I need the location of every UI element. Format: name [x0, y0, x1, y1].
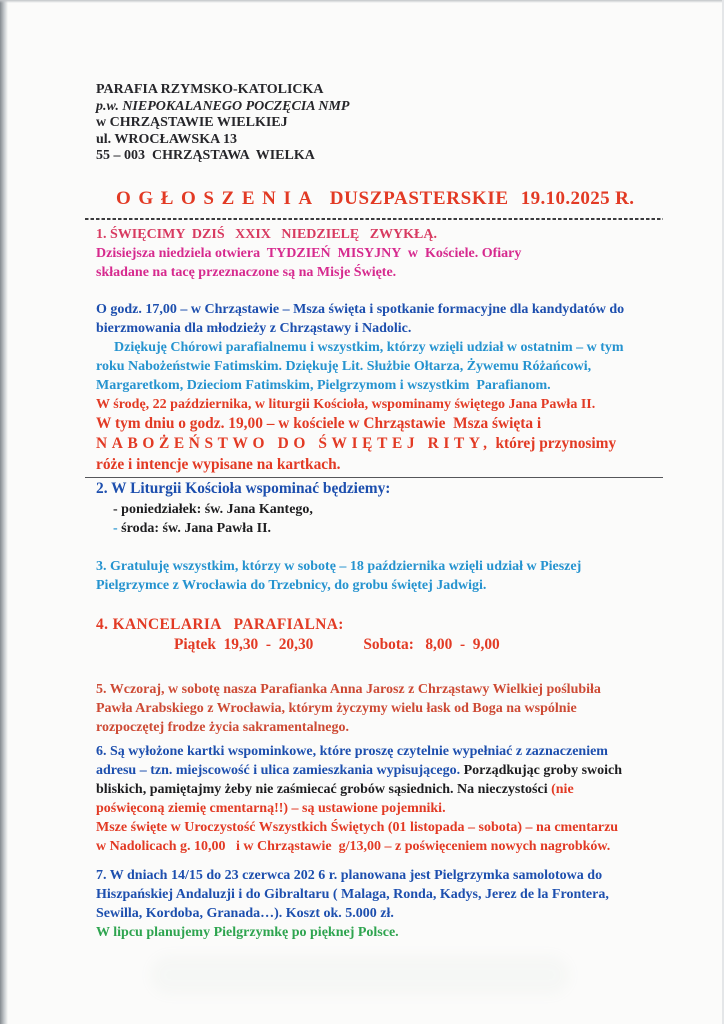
text-line — [96, 799, 662, 818]
text-segment: adresu – tzn. miejscowość i ulica zamieszkania wypisującego. — [96, 762, 461, 778]
solid-separator — [85, 477, 663, 478]
text-segment: W środę, 22 października, w liturgii Kościoła, wspominamy świętego Jana Pawła II. — [96, 396, 596, 412]
text-segment: bliskich, pamiętajmy żeby nie zaśmiecać grobów sąsiednich. Na nieczystości — [96, 781, 552, 797]
text-segment: rozpoczętej frodze życia sakramentalnego. — [96, 719, 349, 735]
parish-postal: 55 – 003 CHRZĄSTAWA WIELKA — [96, 148, 315, 163]
text-segment: róże i intencje wypisane na kartkach. — [96, 455, 341, 473]
text-segment: 2. W Liturgii Kościoła wspominać będziemy: — [96, 480, 391, 497]
text-segment: 7. W dniach 14/15 do 23 czerwca 202 6 r. planowana jest Pielgrzymka samolotowa do — [96, 867, 603, 883]
parish-patron: p.w. NIEPOKALANEGO POCZĘCIA NMP — [96, 98, 350, 114]
dashed-separator — [85, 218, 663, 220]
text-segment: Sobota: 8,00 - 9,00 — [363, 636, 500, 653]
section-3-heading — [96, 557, 662, 576]
text-segment: NABOŻEŃSTWO DO ŚWIĘTEJ RITY, — [96, 435, 492, 452]
scan-bleed-through — [150, 955, 570, 995]
section-1-heading — [96, 225, 662, 244]
scan-edge-top — [0, 0, 724, 3]
text-line — [96, 761, 662, 780]
text-line — [96, 376, 662, 395]
scan-edge-left — [0, 0, 8, 1024]
text-segment: której przynosimy — [491, 435, 617, 452]
text-segment: Hiszpańskiej Andaluzji i do Gibraltaru ( Malaga, Ronda, Kadys, Jerez de la Frontera, — [96, 886, 609, 902]
text-line — [96, 244, 662, 263]
text-segment: Piątek 19,30 - 20,30 — [174, 636, 314, 653]
document-content — [96, 82, 662, 942]
parish-street: ul. WROCŁAWSKA 13 — [96, 131, 237, 147]
text-segment: 1. ŚWIĘCIMY DZIŚ XXIX NIEDZIELĘ ZWYKŁĄ. — [96, 226, 437, 242]
text-line — [96, 780, 662, 799]
text-line — [96, 837, 662, 856]
text-line — [96, 455, 662, 476]
text-segment: roku Nabożeństwie Fatimskim. Dziękuję Lit. Służbie Ołtarza, Żywemu Różańcowi, — [96, 358, 592, 374]
text-line — [96, 519, 662, 538]
text-line — [96, 500, 662, 519]
text-segment: 5. Wczoraj, w sobotę nasza Parafianka Anna Jarosz z Chrząstawy Wielkiej poślubiła — [96, 681, 601, 697]
text-segment: O godz. 17,00 – w Chrząstawie – Msza święta i spotkanie formacyjne dla kandydatów do — [96, 301, 625, 317]
text-segment: 6. Są wyłożone kartki wspominkowe, które proszę czytelnie wypełniać z zaznaczeniem — [96, 743, 608, 759]
text-line — [96, 338, 662, 357]
text-segment: Dziękuję Chórowi parafialnemu i wszystkim, którzy wzięli udział w ostatnim – w tym — [114, 339, 624, 355]
text-segment: Dzisiejsza niedziela otwiera TYDZIEŃ MISYJNY w Kościele. Ofiary — [96, 245, 522, 261]
announcements-body — [96, 225, 662, 942]
spacer — [96, 656, 662, 680]
spacer — [96, 595, 662, 615]
parish-town: w CHRZĄSTAWIE WIELKIEJ — [96, 115, 288, 130]
text-line — [96, 718, 662, 737]
text-line — [96, 357, 662, 376]
text-segment: Sewilla, Kordoba, Granada…). Koszt ok. 5.000 zł. — [96, 905, 394, 921]
section-7-heading — [96, 866, 662, 885]
text-segment: - poniedziałek: św. Jana Kantego, — [113, 501, 313, 517]
section-2-heading — [96, 479, 662, 500]
text-segment: w Nadolicach g. 10,00 i w Chrząstawie g/13,00 – z poświęceniem nowych nagrobków. — [96, 838, 611, 854]
text-line — [96, 319, 662, 338]
text-line — [96, 923, 662, 942]
text-segment: bierzmowania dla młodzieży z Chrząstawy i Nadolic. — [96, 320, 412, 336]
text-segment: (nie — [551, 781, 574, 797]
text-segment: 3. Gratuluję wszystkim, którzy w sobotę – 18 października wzięli udział w Pieszej — [96, 558, 582, 574]
text-segment: Pawła Arabskiego z Wrocławia, którym życzymy wielu łask od Boga na wspólnie — [96, 700, 577, 716]
text-line — [96, 885, 662, 904]
text-segment: W tym dniu o godz. 19,00 – w kościele w Chrząstawie Msza święta i — [96, 414, 542, 432]
title-main: OGŁOSZENIA — [116, 187, 320, 209]
text-segment: poświęconą ziemię cmentarną!!) – są ustawione pojemniki. — [96, 800, 446, 816]
page-title — [96, 188, 662, 210]
text-line — [96, 904, 662, 923]
text-segment: składane na tacę przeznaczone są na Misje Święte. — [96, 264, 397, 280]
text-line — [96, 576, 662, 595]
text-line — [96, 414, 662, 435]
spacer — [96, 282, 662, 300]
text-segment: Margaretkom, Dzieciom Fatimskim, Pielgrzymom i wszystkim Parafianom. — [96, 377, 551, 393]
section-5-heading — [96, 680, 662, 699]
text-line — [96, 699, 662, 718]
text-segment: Porządkując groby swoich — [460, 762, 623, 778]
text-segment: Msze święte w Uroczystość Wszystkich Świętych (01 listopada – sobota) – na cmentarzu — [96, 819, 619, 835]
text-line — [96, 434, 662, 455]
text-line — [96, 818, 662, 837]
text-segment: Pielgrzymce z Wrocławia do Trzebnicy, do grobu świętej Jadwigi. — [96, 577, 487, 593]
section-6-heading — [96, 742, 662, 761]
text-segment: środa: św. Jana Pawła II. — [121, 520, 272, 536]
parish-name: PARAFIA RZYMSKO-KATOLICKA — [96, 82, 324, 97]
text-line — [96, 395, 662, 414]
title-sub: DUSZPASTERSKIE — [329, 187, 509, 209]
text-segment: W lipcu planujemy Pielgrzymkę po pięknej Polsce. — [96, 924, 399, 940]
spacer — [96, 538, 662, 557]
section-4-heading — [96, 615, 662, 636]
text-line — [96, 635, 662, 656]
title-date: 19.10.2025 R. — [520, 187, 635, 209]
text-line — [96, 263, 662, 282]
text-line — [96, 300, 662, 319]
spacer — [96, 856, 662, 866]
text-segment: - — [113, 520, 122, 536]
parish-header — [96, 82, 662, 165]
text-segment: 4. KANCELARIA PARAFIALNA: — [96, 615, 344, 633]
